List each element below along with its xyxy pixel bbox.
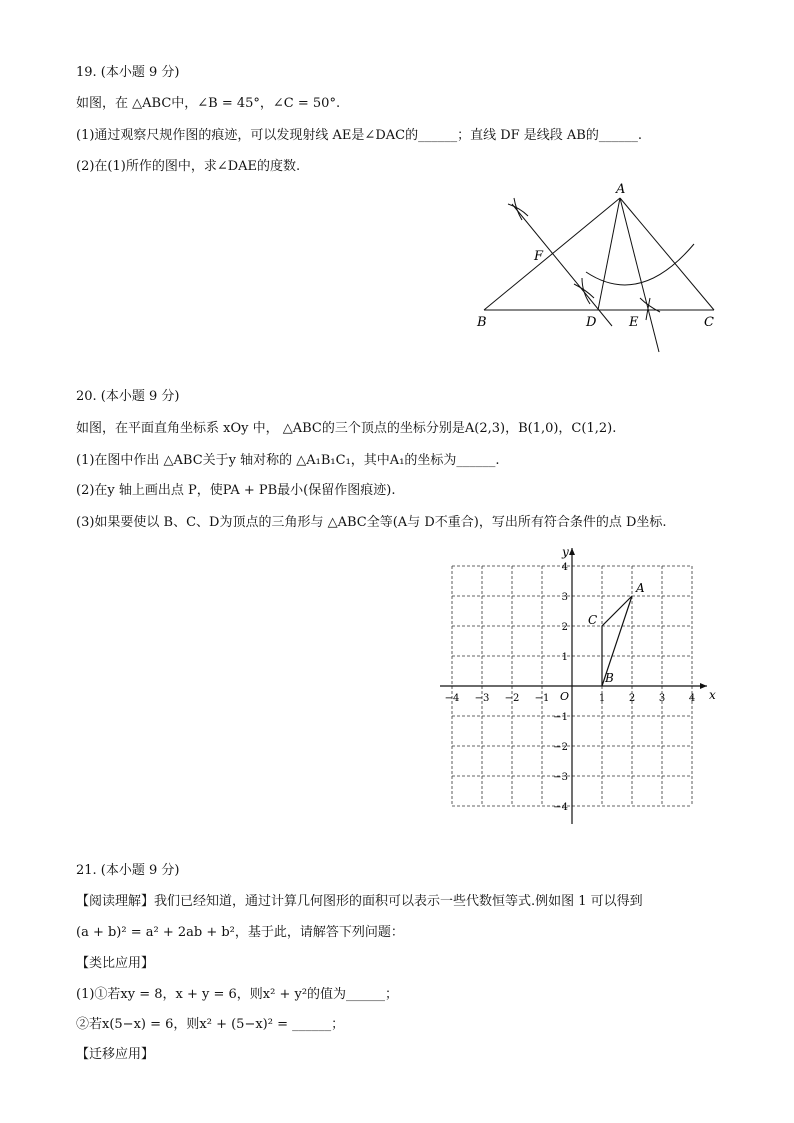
label-b: B xyxy=(477,315,487,330)
y-axis-label: y xyxy=(562,545,569,559)
label-e: E xyxy=(629,315,639,330)
label-c: C xyxy=(704,315,714,330)
segment-ad xyxy=(598,198,620,310)
y-tick-label: −1 xyxy=(553,712,568,723)
q21-section-analogy: 【类比应用】 xyxy=(76,956,155,971)
q20-part2: (2)在y 轴上画出点 P，使PA + PB最小(保留作图痕迹). xyxy=(76,483,396,498)
q20-part3: (3)如果要使以 B、C、D为顶点的三角形与 △ABC全等(A与 D不重合)，写出所有符合条件的点 D坐标. xyxy=(76,515,667,530)
point-a-label: A xyxy=(636,581,645,595)
x-tick-label: −4 xyxy=(444,693,460,704)
construction-arc xyxy=(508,204,528,216)
q19-part2: (2)在(1)所作的图中，求∠DAE的度数. xyxy=(76,159,301,174)
y-tick-label: 2 xyxy=(561,622,568,633)
label-a: A xyxy=(616,182,626,197)
x-tick-label: −2 xyxy=(504,693,520,704)
y-tick-label: −4 xyxy=(553,802,568,813)
q19-triangle-figure xyxy=(470,180,730,360)
line-df xyxy=(512,204,612,326)
q21-part1b: ②若x(5−x) = 6，则x² + (5−x)² = ______； xyxy=(76,1017,345,1032)
x-tick-label: 4 xyxy=(688,693,696,704)
q21-section-transfer: 【迁移应用】 xyxy=(76,1047,155,1062)
x-axis-label: x xyxy=(709,688,716,702)
y-tick-label: 1 xyxy=(561,652,568,663)
y-tick-label: −3 xyxy=(553,772,568,783)
q21-intro-line1: 【阅读理解】我们已经知道，通过计算几何图形的面积可以表示一些代数恒等式.例如图 1 可以得到 xyxy=(76,894,643,909)
x-axis-arrow xyxy=(700,683,707,689)
q19-header: 19. (本小题 9 分) xyxy=(76,65,180,80)
q20-coordinate-grid xyxy=(432,532,722,832)
y-tick-label: 3 xyxy=(561,592,568,603)
label-d: D xyxy=(586,315,597,330)
y-axis-arrow xyxy=(569,548,575,555)
q20-header: 20. (本小题 9 分) xyxy=(76,389,180,404)
q20-stem: 如图，在平面直角坐标系 xOy 中， △ABC的三个顶点的坐标分别是A(2,3)，B(1,0)，C(1,2). xyxy=(76,421,617,436)
side-ab xyxy=(484,198,620,310)
origin-label: O xyxy=(560,690,570,703)
q19-stem: 如图，在 △ABC中，∠B = 45°，∠C = 50°. xyxy=(76,96,341,111)
x-tick-label: 2 xyxy=(628,693,636,704)
x-tick-label: 3 xyxy=(658,693,666,704)
q19-part1: (1)通过观察尺规作图的痕迹，可以发现射线 AE是∠DAC的______；直线 DF 是线段 AB的______. xyxy=(76,128,642,143)
q21-header: 21. (本小题 9 分) xyxy=(76,863,180,878)
q20-part1: (1)在图中作出 △ABC关于y 轴对称的 △A₁B₁C₁，其中A₁的坐标为______. xyxy=(76,453,500,468)
x-tick-label: −1 xyxy=(534,693,550,704)
point-c-label: C xyxy=(588,613,598,627)
y-tick-label: −2 xyxy=(553,742,568,753)
x-tick-label: 1 xyxy=(598,693,606,704)
q21-intro-line2: (a + b)² = a² + 2ab + b²，基于此，请解答下列问题： xyxy=(76,925,404,940)
point-b-label: B xyxy=(605,671,614,685)
y-tick-label: 4 xyxy=(561,562,568,573)
construction-arc xyxy=(514,198,522,220)
q21-part1a: (1)①若xy = 8，x + y = 6，则x² + y²的值为______； xyxy=(76,987,399,1002)
x-tick-label: −3 xyxy=(474,693,490,704)
label-f: F xyxy=(534,249,544,264)
